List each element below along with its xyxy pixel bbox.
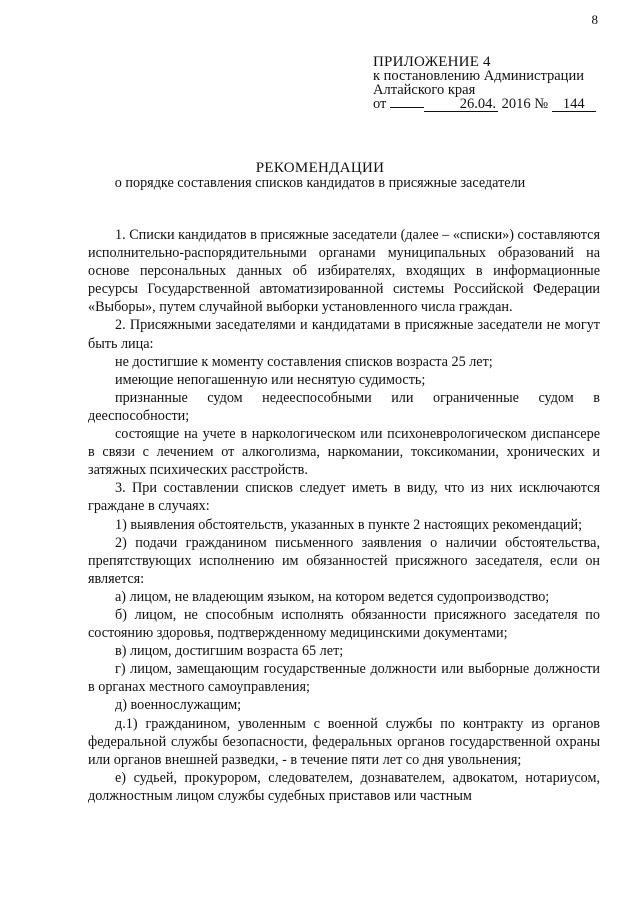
paragraph-2-item-2: имеющие непогашенную или неснятую судимость; — [115, 371, 426, 388]
date-year: 2016 № — [501, 96, 549, 112]
document-title: РЕКОМЕНДАЦИИ — [255, 160, 385, 176]
date-day-month: 26.04. — [424, 98, 498, 112]
paragraph-2-item-3: признанные судом недееспособными или ограниченные судом в дееспособности; — [88, 389, 600, 424]
appendix-title: ПРИЛОЖЕНИЕ 4 — [373, 54, 491, 70]
subitem-e: е) судьей, прокурором, следователем, дознавателем, адвокатом, нотариусом, должностным лицом службы судебных приставов или частным — [88, 769, 600, 804]
paragraph-2-item-1: не достигшие к моменту составления списков возраста 25 лет; — [115, 353, 493, 370]
appendix-date-line — [373, 97, 613, 112]
subitem-a: а) лицом, не владеющим языком, на котором ведется судопроизводство; — [115, 588, 550, 605]
subitem-d1: д.1) гражданином, уволенным с военной службы по контракту из органов федеральной службы безопасности, федеральных органов государственной охраны или органов внешней разведки, - в течение пяти лет со дня увольнения; — [88, 715, 600, 768]
document-number: 144 — [552, 98, 596, 112]
paragraph-3-item-1: 1) выявления обстоятельств, указанных в пункте 2 настоящих рекомендаций; — [115, 516, 583, 533]
page-number: 8 — [591, 12, 598, 27]
appendix-line-2: Алтайского края — [373, 82, 476, 98]
paragraph-3: 3. При составлении списков следует иметь в виду, что из них исключаются граждане в случаях: — [88, 480, 600, 515]
document-subtitle: о порядке составления списков кандидатов в присяжные заседатели — [114, 175, 526, 191]
date-blank — [390, 107, 424, 108]
appendix-header — [373, 55, 613, 112]
appendix-line-1: к постановлению Администрации — [373, 68, 584, 84]
paragraph-1: 1. Списки кандидатов в присяжные заседатели (далее – «списки») составляются исполнительно-распорядительными органами муниципальных образований на основе персональных данных об избирателях, входящих в информационные ресурсы Государственной автоматизированной системы Российской Федерации «Выборы», путем случайной выборки установленного числа граждан. — [88, 227, 600, 316]
paragraph-2: 2. Присяжными заседателями и кандидатами в присяжные заседатели не могут быть лица: — [88, 317, 600, 352]
date-prefix: от — [373, 96, 387, 112]
document-body — [88, 226, 600, 805]
subitem-d: д) военнослужащим; — [115, 697, 242, 714]
subitem-g: г) лицом, замещающим государственные должности или выборные должности в органах местного самоуправления; — [88, 661, 600, 696]
subitem-b: б) лицом, не способным исполнять обязанности присяжного заседателя по состоянию здоровья, подтвержденному медицинскими документами; — [88, 606, 600, 642]
paragraph-3-item-2: 2) подачи гражданином письменного заявления о наличии обстоятельства, препятствующих исполнению им обязанностей присяжного заседателя, если он является: — [88, 534, 600, 587]
paragraph-2-item-4: состоящие на учете в наркологическом или психоневрологическом диспансере в связи с лечением от алкоголизма, наркомании, токсикомании, хронических и затяжных психических расстройств. — [88, 426, 600, 479]
subitem-v: в) лицом, достигшим возраста 65 лет; — [115, 643, 344, 660]
